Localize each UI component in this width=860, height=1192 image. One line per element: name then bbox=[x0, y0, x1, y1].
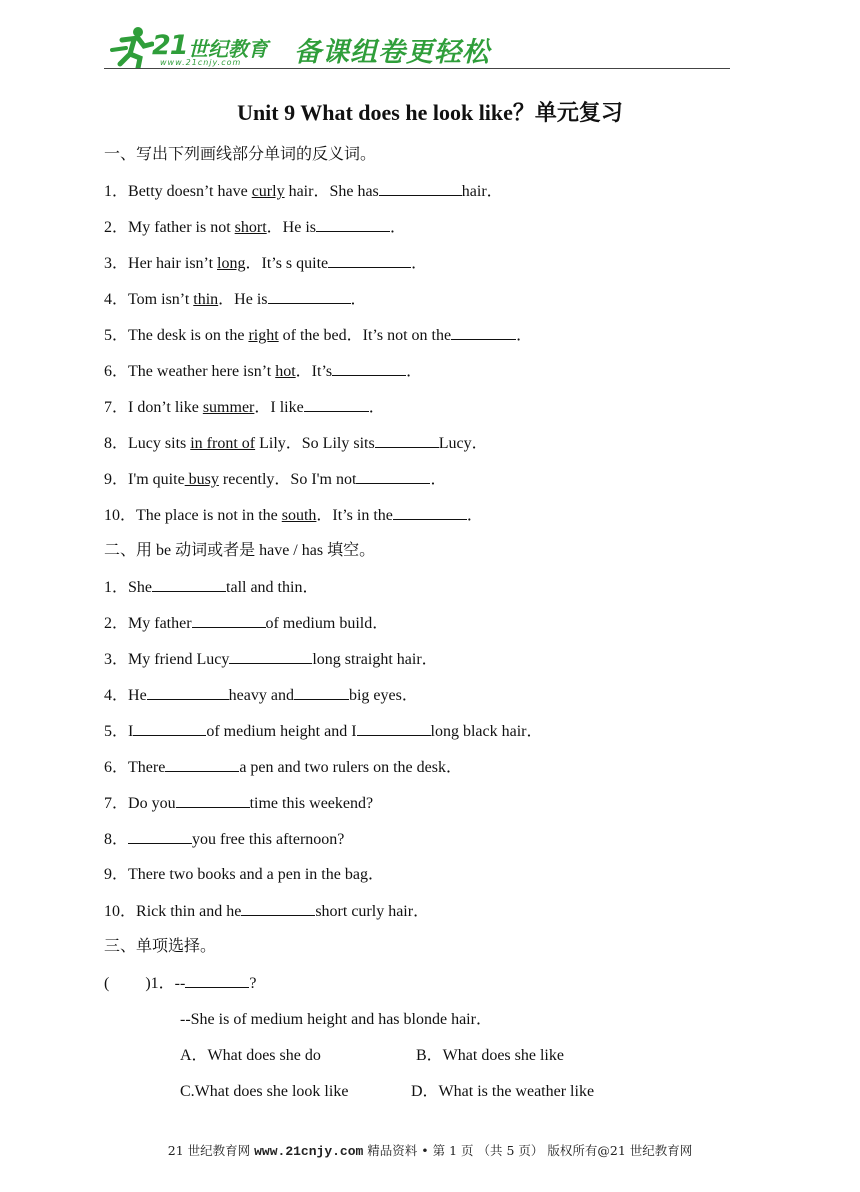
answer-blank[interactable] bbox=[328, 253, 411, 268]
answer-blank[interactable] bbox=[229, 649, 312, 664]
s3-q1-answer: --She is of medium height and has blonde hair． bbox=[180, 1011, 492, 1028]
s2-item-7: 7．Do you time this weekend? bbox=[104, 795, 374, 812]
logo-number: 21 bbox=[152, 30, 188, 61]
answer-blank[interactable] bbox=[192, 613, 266, 628]
footer-site: 21 世纪教育网 bbox=[167, 1143, 255, 1158]
option-a[interactable]: A．What does she do bbox=[180, 1047, 321, 1064]
s1-item-7: 7．I don’t like summer．I like ． bbox=[104, 399, 385, 416]
answer-blank[interactable] bbox=[332, 361, 406, 376]
runner-logo-icon bbox=[108, 24, 154, 68]
answer-blank[interactable] bbox=[152, 577, 226, 592]
logo-url[interactable]: www.21cnjy.com bbox=[160, 58, 242, 67]
s2-item-10: 10．Rick thin and he short curly hair． bbox=[104, 903, 430, 920]
answer-blank[interactable] bbox=[356, 469, 430, 484]
s1-item-2: 2．My father is not short．He is ． bbox=[104, 219, 407, 236]
s2-item-9: 9．There two books and a pen in the bag． bbox=[104, 866, 384, 883]
page-header bbox=[104, 22, 730, 72]
s1-item-4: 4．Tom isn’t thin．He is ． bbox=[104, 291, 367, 308]
footer-info: 精品资料 • 第 1 页 （共 5 页） 版权所有@21 世纪教育网 bbox=[363, 1143, 693, 1158]
answer-blank[interactable] bbox=[241, 901, 315, 916]
answer-blank[interactable] bbox=[357, 721, 431, 736]
answer-blank[interactable] bbox=[379, 181, 462, 196]
answer-blank[interactable] bbox=[133, 721, 206, 736]
s2-item-6: 6．There a pen and two rulers on the desk． bbox=[104, 759, 462, 776]
s2-item-3: 3．My friend Lucy long straight hair． bbox=[104, 651, 438, 668]
logo-text: 世纪教育 bbox=[188, 37, 268, 61]
answer-blank[interactable] bbox=[393, 505, 467, 520]
answer-blank[interactable] bbox=[185, 973, 249, 988]
s1-item-8: 8．Lucy sits in front of Lily．So Lily sits Lucy． bbox=[104, 435, 488, 452]
page-title: Unit 9 What does he look like？单元复习 bbox=[237, 100, 623, 125]
footer-url[interactable]: www.21cnjy.com bbox=[254, 1144, 364, 1159]
section1-heading: 一、写出下列画线部分单词的反义词。 bbox=[104, 146, 377, 163]
answer-blank[interactable] bbox=[294, 685, 349, 700]
section2-heading: 二、用 be 动词或者是 have / has 填空。 bbox=[104, 542, 376, 559]
logo-slogan: 备课组卷更轻松 bbox=[294, 37, 490, 68]
s1-item-3: 3．Her hair isn’t long．It’s s quite ． bbox=[104, 255, 428, 272]
answer-blank[interactable] bbox=[304, 397, 369, 412]
s1-item-10: 10．The place is not in the south．It’s in the ． bbox=[104, 507, 483, 524]
answer-blank[interactable] bbox=[176, 793, 250, 808]
answer-blank[interactable] bbox=[268, 289, 351, 304]
s1-item-6: 6．The weather here isn’t hot．It’s ． bbox=[104, 363, 423, 380]
answer-blank[interactable] bbox=[375, 433, 439, 448]
s2-item-1: 1．She tall and thin． bbox=[104, 579, 319, 596]
answer-blank[interactable] bbox=[316, 217, 390, 232]
answer-blank[interactable] bbox=[165, 757, 239, 772]
header-divider bbox=[104, 68, 730, 69]
s1-item-9: 9．I'm quite busy recently．So I'm not ． bbox=[104, 471, 447, 488]
answer-blank[interactable] bbox=[128, 829, 192, 844]
s2-item-8: 8． you free this afternoon? bbox=[104, 831, 345, 848]
s2-item-4: 4．He heavy and big eyes． bbox=[104, 687, 418, 704]
s1-item-1: 1．Betty doesn’t have curly hair．She has hair． bbox=[104, 183, 503, 200]
answer-blank[interactable] bbox=[451, 325, 516, 340]
section3-heading: 三、单项选择。 bbox=[104, 938, 217, 955]
s1-item-5: 5．The desk is on the right of the bed．It’s not on the ． bbox=[104, 327, 533, 344]
s2-item-2: 2．My father of medium build． bbox=[104, 615, 389, 632]
answer-blank[interactable] bbox=[147, 685, 229, 700]
option-b[interactable]: B．What does she like bbox=[416, 1047, 564, 1064]
s3-q1: ( )1．-- ? bbox=[104, 975, 257, 992]
page-footer bbox=[0, 1141, 860, 1159]
s2-item-5: 5．I of medium height and I long black hair． bbox=[104, 723, 543, 740]
logo bbox=[108, 24, 518, 70]
option-d[interactable]: D．What is the weather like bbox=[411, 1083, 595, 1100]
option-c[interactable]: C.What does she look like bbox=[180, 1083, 349, 1100]
